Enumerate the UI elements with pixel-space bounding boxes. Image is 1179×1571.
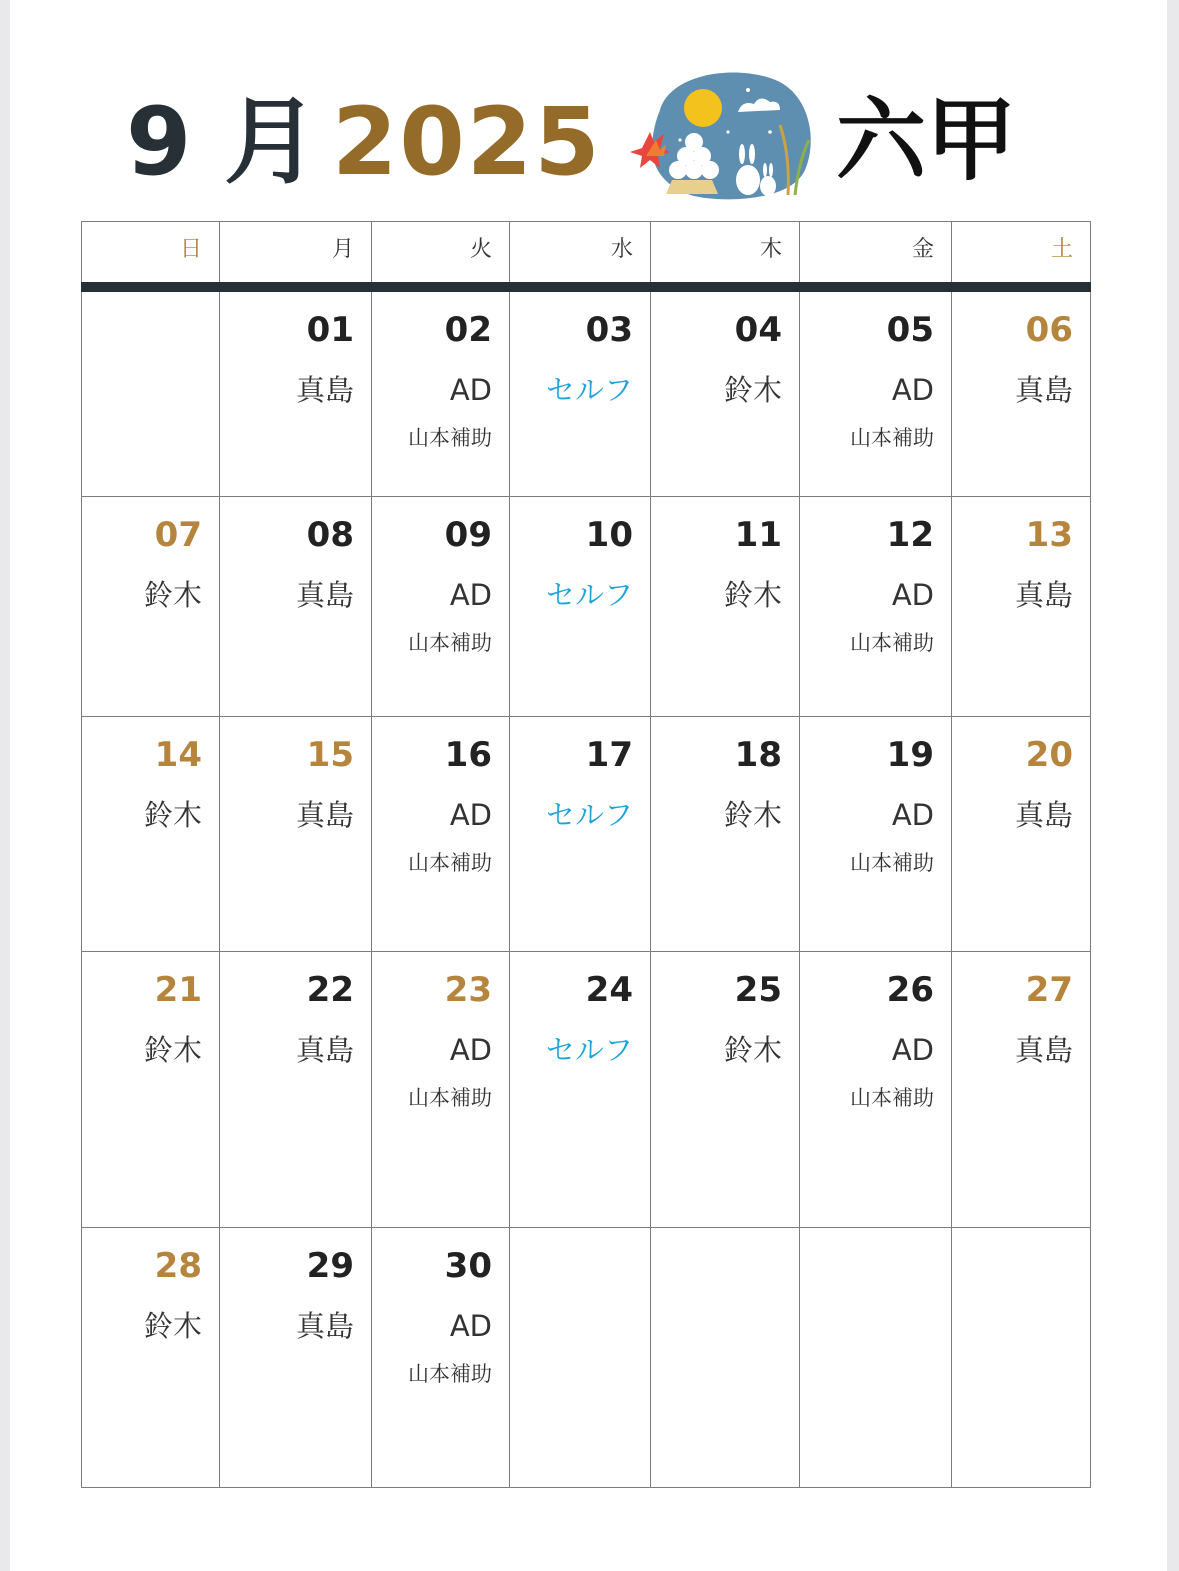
staff-name: 真島 <box>295 1033 354 1067</box>
calendar-day-cell <box>651 287 800 497</box>
calendar-day-cell <box>952 1228 1091 1488</box>
day-number: 05 <box>886 309 934 350</box>
staff-name: 鈴木 <box>723 578 782 612</box>
calendar-day-cell <box>372 1228 510 1488</box>
day-number: 30 <box>444 1246 492 1286</box>
day-number: 23 <box>444 970 492 1010</box>
calendar-day-cell <box>220 1228 372 1488</box>
day-number: 04 <box>734 309 782 350</box>
calendar-day-cell <box>220 717 372 952</box>
assistant-note: 山本補助 <box>850 1086 934 1110</box>
staff-name: AD <box>891 578 934 612</box>
day-number: 25 <box>734 970 782 1010</box>
year-title: 2025 <box>332 88 602 197</box>
day-number: 12 <box>886 515 934 555</box>
day-number: 13 <box>1025 515 1073 555</box>
calendar-day-cell <box>952 952 1091 1228</box>
calendar-day-cell <box>372 952 510 1228</box>
weekday-fri: 金 <box>800 222 952 287</box>
assistant-note: 山本補助 <box>408 1362 492 1386</box>
staff-name: 鈴木 <box>143 798 202 832</box>
staff-name: 鈴木 <box>723 798 782 832</box>
calendar-grid <box>81 221 1091 1488</box>
day-number: 06 <box>1025 309 1073 350</box>
calendar-day-cell <box>952 287 1091 497</box>
day-number: 15 <box>306 735 354 775</box>
calendar-week-row <box>82 287 1091 497</box>
day-number: 29 <box>306 1246 354 1286</box>
staff-name: 鈴木 <box>723 1033 782 1067</box>
day-number: 02 <box>444 309 492 350</box>
day-number: 07 <box>154 515 202 555</box>
staff-name: AD <box>891 372 934 407</box>
calendar-day-cell <box>800 717 952 952</box>
day-number: 01 <box>306 309 354 350</box>
calendar-day-cell <box>510 497 651 717</box>
staff-name: AD <box>449 1033 492 1067</box>
calendar-day-cell <box>372 287 510 497</box>
assistant-note: 山本補助 <box>408 851 492 875</box>
staff-name: セルフ <box>545 1033 633 1067</box>
calendar-day-cell <box>952 497 1091 717</box>
calendar-day-cell <box>220 952 372 1228</box>
calendar-week-row <box>82 497 1091 717</box>
staff-name: 真島 <box>1014 1033 1073 1067</box>
calendar-day-cell <box>800 952 952 1228</box>
weekday-wed: 水 <box>510 222 651 287</box>
staff-name: 真島 <box>1014 372 1073 407</box>
calendar-day-cell <box>651 1228 800 1488</box>
day-number: 16 <box>444 735 492 775</box>
staff-name: 鈴木 <box>143 1033 202 1067</box>
day-number: 19 <box>886 735 934 775</box>
day-number: 20 <box>1025 735 1073 775</box>
staff-name: AD <box>891 1033 934 1067</box>
month-title: 9 月 <box>126 88 319 197</box>
staff-name: セルフ <box>545 578 633 612</box>
assistant-note: 山本補助 <box>850 851 934 875</box>
staff-name: 真島 <box>295 1309 354 1343</box>
calendar-page <box>10 0 1167 1571</box>
staff-name: 鈴木 <box>143 578 202 612</box>
staff-name: 真島 <box>295 798 354 832</box>
calendar-header <box>10 0 1167 215</box>
calendar-day-cell <box>220 287 372 497</box>
assistant-note: 山本補助 <box>850 425 934 450</box>
staff-name: 真島 <box>1014 798 1073 832</box>
calendar-week-row <box>82 952 1091 1228</box>
moon-viewing-icon <box>620 70 820 205</box>
weekday-header-row <box>82 222 1091 287</box>
calendar-day-cell <box>651 717 800 952</box>
day-number: 03 <box>585 309 633 350</box>
assistant-note: 山本補助 <box>408 631 492 655</box>
staff-name: AD <box>449 372 492 407</box>
day-number: 14 <box>154 735 202 775</box>
calendar-day-cell <box>510 952 651 1228</box>
calendar-day-cell <box>82 717 220 952</box>
day-number: 21 <box>154 970 202 1010</box>
calendar-day-cell <box>82 287 220 497</box>
weekday-sat: 土 <box>952 222 1091 287</box>
weekday-mon: 月 <box>220 222 372 287</box>
calendar-day-cell <box>372 497 510 717</box>
calendar-day-cell <box>800 287 952 497</box>
weekday-sun: 日 <box>82 222 220 287</box>
day-number: 11 <box>734 515 782 555</box>
day-number: 28 <box>154 1246 202 1286</box>
staff-name: 鈴木 <box>143 1309 202 1343</box>
staff-name: AD <box>449 578 492 612</box>
day-number: 10 <box>585 515 633 555</box>
calendar-day-cell <box>800 1228 952 1488</box>
staff-name: 真島 <box>1014 578 1073 612</box>
staff-name: 真島 <box>295 578 354 612</box>
staff-name: 鈴木 <box>723 372 782 407</box>
calendar-day-cell <box>510 287 651 497</box>
calendar-day-cell <box>220 497 372 717</box>
assistant-note: 山本補助 <box>408 425 492 450</box>
staff-name: AD <box>891 798 934 832</box>
calendar-day-cell <box>952 717 1091 952</box>
calendar-week-row <box>82 1228 1091 1488</box>
staff-name: AD <box>449 1309 492 1343</box>
day-number: 24 <box>585 970 633 1010</box>
calendar-day-cell <box>651 952 800 1228</box>
day-number: 09 <box>444 515 492 555</box>
assistant-note: 山本補助 <box>408 1086 492 1110</box>
day-number: 26 <box>886 970 934 1010</box>
location-title: 六甲 <box>836 88 1016 193</box>
day-number: 22 <box>306 970 354 1010</box>
staff-name: セルフ <box>545 372 633 407</box>
calendar-day-cell <box>82 1228 220 1488</box>
weekday-thu: 木 <box>651 222 800 287</box>
calendar-day-cell <box>651 497 800 717</box>
calendar-day-cell <box>800 497 952 717</box>
day-number: 08 <box>306 515 354 555</box>
calendar-day-cell <box>510 1228 651 1488</box>
staff-name: 真島 <box>295 372 354 407</box>
assistant-note: 山本補助 <box>850 631 934 655</box>
calendar-week-row <box>82 717 1091 952</box>
calendar-day-cell <box>510 717 651 952</box>
day-number: 27 <box>1025 970 1073 1010</box>
day-number: 18 <box>734 735 782 775</box>
day-number: 17 <box>585 735 633 775</box>
weekday-tue: 火 <box>372 222 510 287</box>
calendar-day-cell <box>82 952 220 1228</box>
staff-name: セルフ <box>545 798 633 832</box>
staff-name: AD <box>449 798 492 832</box>
calendar-day-cell <box>372 717 510 952</box>
calendar-day-cell <box>82 497 220 717</box>
